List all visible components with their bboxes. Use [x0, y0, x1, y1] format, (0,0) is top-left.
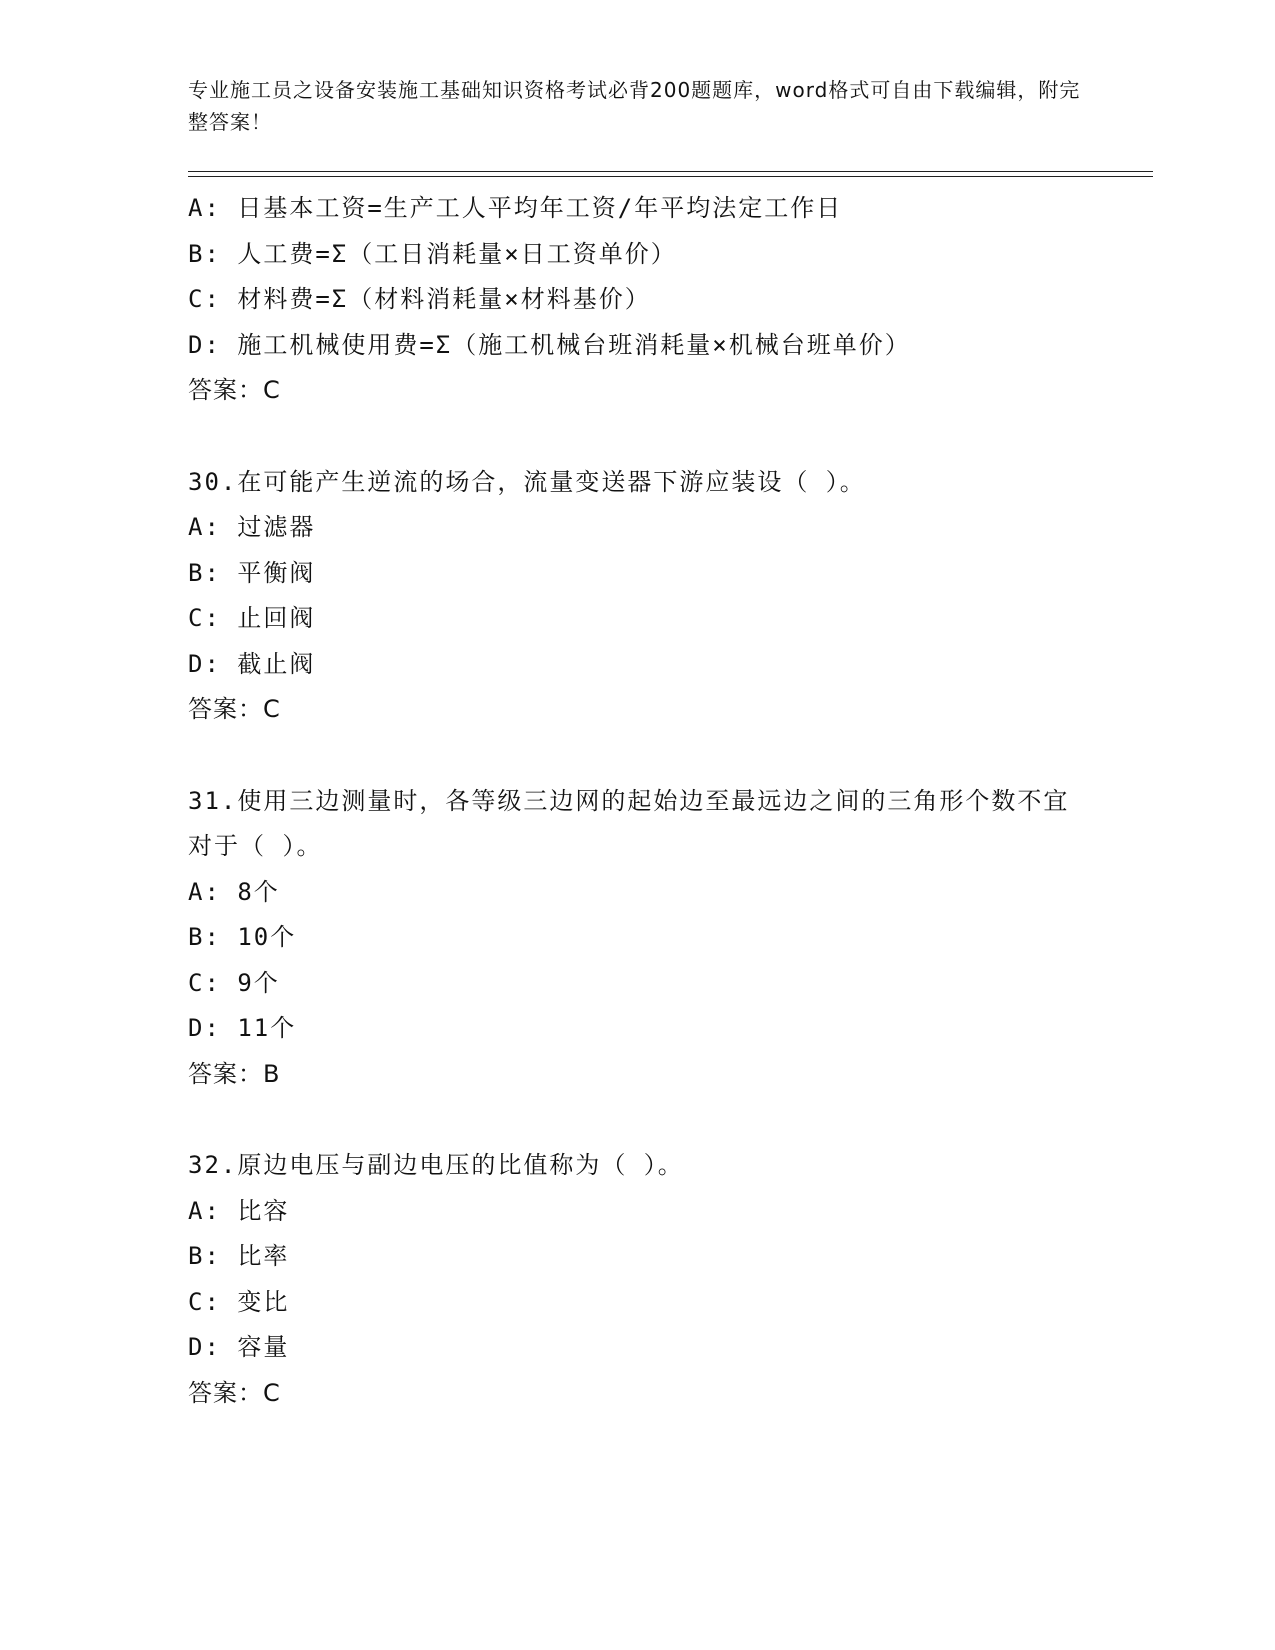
option-d: D: 截止阀 — [188, 649, 316, 678]
option-d: D: 容量 — [188, 1333, 290, 1361]
option-d: D: 11个 — [188, 1014, 297, 1042]
question-block-32 — [188, 1143, 1153, 1416]
header-rule-bottom — [188, 176, 1153, 177]
option-b: B: 平衡阀 — [188, 558, 316, 587]
question-block-30 — [188, 460, 1153, 733]
document-header: 专业施工员之设备安装施工基础知识资格考试必背200题题库，word格式可自由下载编辑，附完整答案！ — [188, 78, 1081, 134]
question-list — [188, 186, 1153, 1416]
spacer — [188, 414, 1153, 460]
spacer — [188, 733, 1153, 779]
option-a: A: 过滤器 — [188, 513, 316, 541]
answer-line: 答案：B — [188, 1059, 281, 1088]
question-stem: 30.在可能产生逆流的场合，流量变送器下游应装设（ ）。 — [188, 467, 866, 496]
option-c: C: 材料费=Σ（材料消耗量×材料基价） — [188, 285, 651, 313]
question-stem: 32.原边电压与副边电压的比值称为（ ）。 — [188, 1151, 684, 1179]
option-b: B: 人工费=Σ（工日消耗量×日工资单价） — [188, 239, 677, 268]
header-rule-top — [188, 171, 1153, 172]
option-c: C: 变比 — [188, 1287, 290, 1316]
option-a: A: 日基本工资=生产工人平均年工资/年平均法定工作日 — [188, 194, 843, 222]
option-b: B: 比率 — [188, 1242, 290, 1270]
option-b: B: 10个 — [188, 923, 297, 951]
answer-line: 答案：C — [188, 695, 281, 723]
option-a: A: 8个 — [188, 877, 280, 906]
answer-line: 答案：C — [188, 1378, 281, 1407]
spacer — [188, 1097, 1153, 1143]
question-block-29 — [188, 186, 1153, 414]
option-c: C: 9个 — [188, 968, 280, 997]
option-c: C: 止回阀 — [188, 604, 316, 632]
answer-line: 答案：C — [188, 376, 281, 404]
option-a: A: 比容 — [188, 1196, 290, 1225]
option-d: D: 施工机械使用费=Σ（施工机械台班消耗量×机械台班单价） — [188, 330, 911, 359]
question-block-31 — [188, 779, 1153, 1098]
question-stem: 31.使用三边测量时，各等级三边网的起始边至最远边之间的三角形个数不宜对于（ ）。 — [188, 786, 1070, 860]
